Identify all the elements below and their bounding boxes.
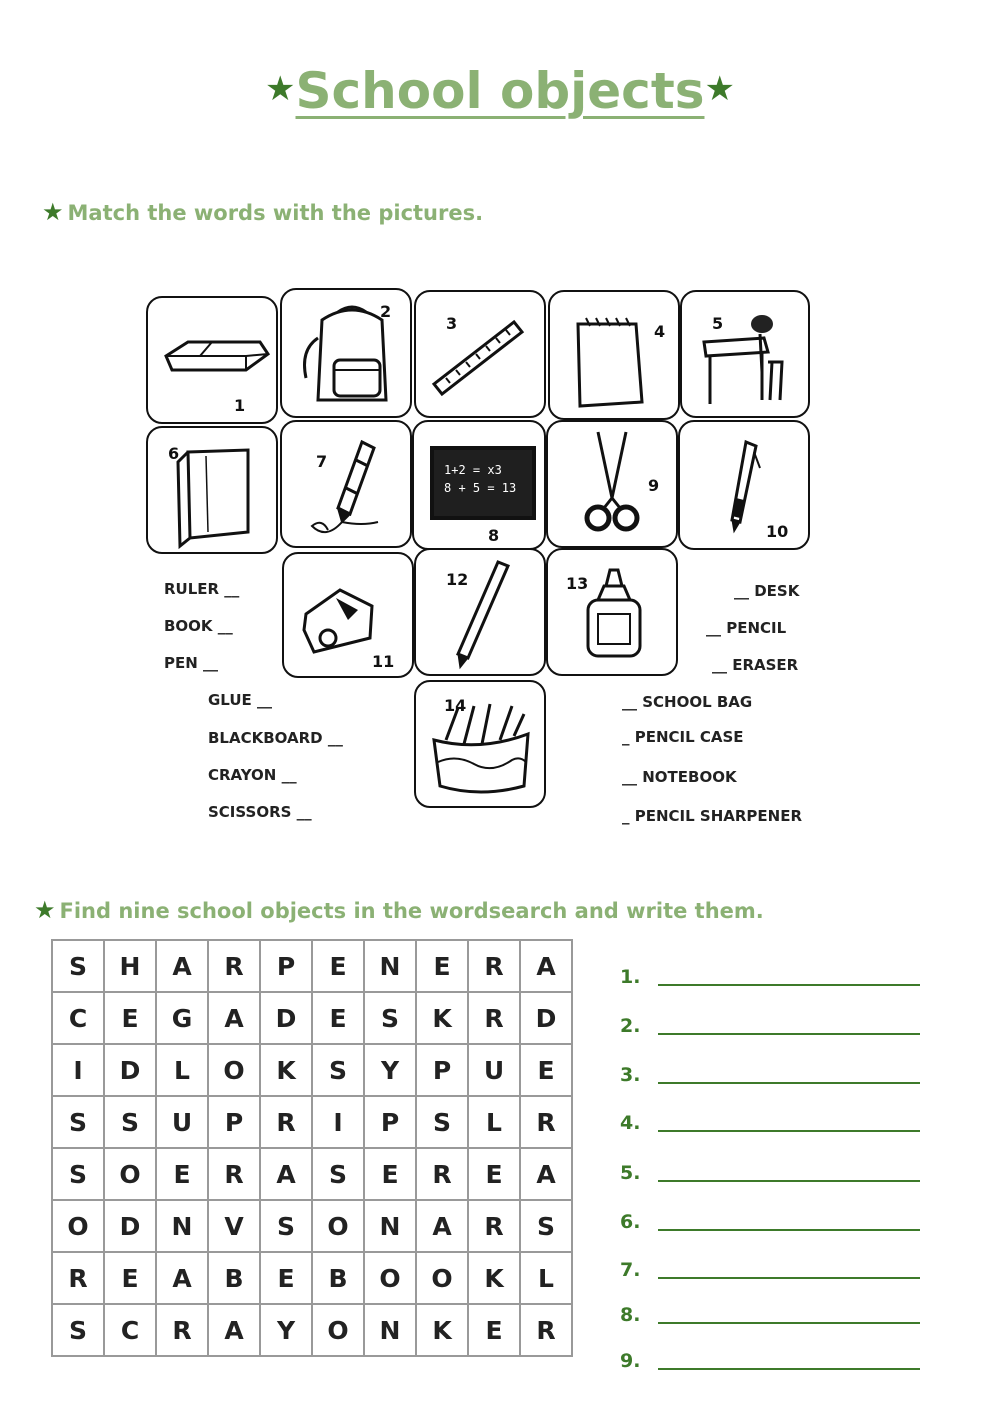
crayon-icon	[282, 422, 412, 548]
find-instruction	[34, 896, 764, 924]
answer-number: 8.	[620, 1304, 641, 1326]
answer-line	[620, 1048, 920, 1088]
wordsearch-cell[interactable]: B	[208, 1252, 260, 1304]
wordsearch-cell[interactable]: U	[156, 1096, 208, 1148]
tile-book	[146, 426, 278, 554]
tile-pencil-case	[414, 680, 546, 808]
tile-number: 2	[380, 302, 392, 321]
wordsearch-cell[interactable]: A	[208, 1304, 260, 1356]
wordsearch-cell[interactable]: S	[416, 1096, 468, 1148]
answer-blank[interactable]	[658, 1130, 920, 1132]
word-eraser: __ ERASER	[712, 656, 799, 674]
wordsearch-cell[interactable]: O	[104, 1148, 156, 1200]
wordsearch-cell[interactable]: K	[260, 1044, 312, 1096]
wordsearch-cell[interactable]: A	[208, 992, 260, 1044]
tile-crayon	[280, 420, 412, 548]
tile-pen	[678, 420, 810, 550]
answer-line	[620, 1334, 920, 1374]
tile-number: 12	[446, 570, 469, 589]
wordsearch-cell[interactable]: G	[156, 992, 208, 1044]
wordsearch-cell[interactable]: B	[312, 1252, 364, 1304]
tile-number: 7	[316, 452, 328, 471]
word-pen: PEN __	[164, 654, 219, 672]
wordsearch-cell[interactable]: O	[312, 1304, 364, 1356]
wordsearch-cell[interactable]: R	[520, 1304, 572, 1356]
word-school-bag: __ SCHOOL BAG	[622, 693, 753, 711]
tile-number: 13	[566, 574, 589, 593]
school-bag-icon	[282, 290, 412, 418]
wordsearch-cell[interactable]: N	[364, 1200, 416, 1252]
ruler-icon	[416, 292, 546, 418]
wordsearch-cell[interactable]: D	[520, 992, 572, 1044]
wordsearch-cell[interactable]: I	[52, 1044, 104, 1096]
answer-line	[620, 950, 920, 990]
answer-blank[interactable]	[658, 1322, 920, 1324]
wordsearch-cell[interactable]: K	[416, 1304, 468, 1356]
tile-eraser	[146, 296, 278, 424]
wordsearch-cell[interactable]: E	[468, 1148, 520, 1200]
wordsearch-row	[52, 940, 572, 992]
wordsearch-row	[52, 1044, 572, 1096]
wordsearch-row	[52, 1304, 572, 1356]
tile-blackboard	[412, 420, 546, 550]
answer-blank[interactable]	[658, 1368, 920, 1370]
wordsearch-cell[interactable]: D	[104, 1200, 156, 1252]
match-instruction	[42, 198, 483, 226]
answer-line	[620, 999, 920, 1039]
wordsearch-grid	[51, 939, 573, 1357]
word-book: BOOK __	[164, 617, 233, 635]
find-instruction-text: Find nine school objects in the wordsearch and write them.	[59, 899, 764, 923]
wordsearch-cell[interactable]: P	[364, 1096, 416, 1148]
answer-number: 1.	[620, 966, 641, 988]
wordsearch-cell[interactable]: A	[156, 1252, 208, 1304]
wordsearch-cell[interactable]: O	[364, 1252, 416, 1304]
wordsearch-cell[interactable]: D	[104, 1044, 156, 1096]
wordsearch-cell[interactable]: U	[468, 1044, 520, 1096]
wordsearch-cell[interactable]: S	[520, 1200, 572, 1252]
tile-number: 4	[654, 322, 666, 341]
wordsearch-cell[interactable]: L	[156, 1044, 208, 1096]
star-icon: ★	[704, 69, 735, 109]
answer-number: 9.	[620, 1350, 641, 1372]
wordsearch-cell[interactable]: E	[364, 1148, 416, 1200]
tile-pencil	[414, 548, 546, 676]
tile-number: 3	[446, 314, 458, 333]
answer-line	[620, 1146, 920, 1186]
tile-desk	[680, 290, 810, 418]
tile-scissors	[546, 420, 678, 548]
wordsearch-cell[interactable]: S	[52, 940, 104, 992]
wordsearch-cell[interactable]: R	[468, 940, 520, 992]
wordsearch-cell[interactable]: S	[104, 1096, 156, 1148]
wordsearch-cell[interactable]: N	[364, 1304, 416, 1356]
wordsearch-cell[interactable]: O	[312, 1200, 364, 1252]
wordsearch-row	[52, 1096, 572, 1148]
answer-number: 5.	[620, 1162, 641, 1184]
wordsearch-cell[interactable]: S	[312, 1148, 364, 1200]
wordsearch-cell[interactable]: R	[468, 1200, 520, 1252]
tile-number: 8	[488, 526, 500, 545]
answer-blank[interactable]	[658, 984, 920, 986]
answer-blank[interactable]	[658, 1082, 920, 1084]
wordsearch-cell[interactable]: R	[520, 1096, 572, 1148]
wordsearch-cell[interactable]: R	[260, 1096, 312, 1148]
wordsearch-cell[interactable]: R	[52, 1252, 104, 1304]
desk-icon	[682, 292, 810, 418]
tile-pencil-sharpener	[282, 552, 414, 678]
answer-blank[interactable]	[658, 1180, 920, 1182]
answer-number: 4.	[620, 1112, 641, 1134]
wordsearch-cell[interactable]: E	[260, 1252, 312, 1304]
answer-blank[interactable]	[658, 1033, 920, 1035]
pencil-icon	[416, 550, 546, 676]
wordsearch-row	[52, 1200, 572, 1252]
tile-school-bag	[280, 288, 412, 418]
blackboard-line: 1+2 = x3	[444, 463, 502, 477]
wordsearch-cell[interactable]: S	[52, 1304, 104, 1356]
wordsearch-cell[interactable]: R	[468, 992, 520, 1044]
tile-notebook	[548, 290, 680, 420]
answer-line	[620, 1288, 920, 1328]
answer-line	[620, 1096, 920, 1136]
wordsearch-cell[interactable]: R	[208, 940, 260, 992]
wordsearch-cell[interactable]: E	[416, 940, 468, 992]
tile-ruler	[414, 290, 546, 418]
wordsearch-cell[interactable]: K	[416, 992, 468, 1044]
wordsearch-cell[interactable]: E	[104, 1252, 156, 1304]
wordsearch-cell[interactable]: V	[208, 1200, 260, 1252]
pencil-case-icon	[416, 682, 546, 808]
glue-icon	[548, 550, 678, 676]
wordsearch-cell[interactable]: A	[156, 940, 208, 992]
answer-blank[interactable]	[658, 1277, 920, 1279]
wordsearch-row	[52, 1148, 572, 1200]
word-notebook: __ NOTEBOOK	[622, 768, 737, 786]
wordsearch-cell[interactable]: S	[312, 1044, 364, 1096]
eraser-icon	[148, 298, 278, 424]
tile-number: 10	[766, 522, 789, 541]
star-icon: ★	[34, 896, 56, 924]
word-ruler: RULER __	[164, 580, 240, 598]
wordsearch-cell[interactable]: E	[312, 992, 364, 1044]
answer-line	[620, 1243, 920, 1283]
wordsearch-row	[52, 992, 572, 1044]
wordsearch-cell[interactable]: S	[364, 992, 416, 1044]
wordsearch-cell[interactable]: C	[104, 1304, 156, 1356]
wordsearch-cell[interactable]: R	[416, 1148, 468, 1200]
tile-number: 14	[444, 696, 467, 715]
wordsearch-cell[interactable]: O	[208, 1044, 260, 1096]
star-icon: ★	[42, 198, 64, 226]
wordsearch-cell[interactable]: E	[104, 992, 156, 1044]
word-scissors: SCISSORS __	[208, 803, 312, 821]
tile-number: 1	[234, 396, 246, 415]
wordsearch-cell[interactable]: A	[260, 1148, 312, 1200]
answer-number: 6.	[620, 1211, 641, 1233]
wordsearch-cell[interactable]: L	[468, 1096, 520, 1148]
word-pencil: __ PENCIL	[706, 619, 787, 637]
wordsearch-cell[interactable]: E	[520, 1044, 572, 1096]
blackboard-icon	[414, 422, 546, 550]
wordsearch-cell[interactable]: I	[312, 1096, 364, 1148]
wordsearch-cell[interactable]: N	[156, 1200, 208, 1252]
answer-line	[620, 1195, 920, 1235]
wordsearch-cell[interactable]: L	[520, 1252, 572, 1304]
wordsearch-cell[interactable]: Y	[364, 1044, 416, 1096]
title-text: School objects	[295, 62, 705, 120]
star-icon: ★	[265, 69, 296, 109]
wordsearch-cell[interactable]: C	[52, 992, 104, 1044]
tile-number: 6	[168, 444, 180, 463]
blackboard-line: 8 + 5 = 13	[444, 481, 517, 495]
wordsearch-cell[interactable]: E	[468, 1304, 520, 1356]
wordsearch-cell[interactable]: R	[156, 1304, 208, 1356]
wordsearch-cell[interactable]: H	[104, 940, 156, 992]
wordsearch-cell[interactable]: Y	[260, 1304, 312, 1356]
answer-number: 7.	[620, 1259, 641, 1281]
wordsearch-cell[interactable]: P	[208, 1096, 260, 1148]
answer-blank[interactable]	[658, 1229, 920, 1231]
word-blackboard: BLACKBOARD __	[208, 729, 343, 747]
page-title	[0, 62, 1000, 120]
wordsearch-cell[interactable]: S	[52, 1096, 104, 1148]
wordsearch-cell[interactable]: O	[416, 1252, 468, 1304]
pen-icon	[680, 422, 810, 550]
notebook-icon	[550, 292, 680, 420]
match-instruction-text: Match the words with the pictures.	[67, 201, 484, 225]
wordsearch-cell[interactable]: O	[52, 1200, 104, 1252]
wordsearch-cell[interactable]: P	[416, 1044, 468, 1096]
wordsearch-cell[interactable]: P	[260, 940, 312, 992]
answer-number: 2.	[620, 1015, 641, 1037]
word-pencil-case: _ PENCIL CASE	[622, 728, 744, 746]
tile-number: 11	[372, 652, 395, 671]
wordsearch-cell[interactable]: S	[260, 1200, 312, 1252]
wordsearch-cell[interactable]: R	[208, 1148, 260, 1200]
wordsearch-cell[interactable]: K	[468, 1252, 520, 1304]
tile-glue	[546, 548, 678, 676]
wordsearch-cell[interactable]: A	[520, 940, 572, 992]
word-pencil-sharpener: _ PENCIL SHARPENER	[622, 807, 802, 825]
wordsearch-cell[interactable]: D	[260, 992, 312, 1044]
wordsearch-cell[interactable]: A	[416, 1200, 468, 1252]
wordsearch-row	[52, 1252, 572, 1304]
tile-number: 9	[648, 476, 660, 495]
word-glue: GLUE __	[208, 691, 272, 709]
wordsearch-cell[interactable]: A	[520, 1148, 572, 1200]
pencil-sharpener-icon	[284, 554, 414, 678]
wordsearch-cell[interactable]: N	[364, 940, 416, 992]
wordsearch-cell[interactable]: E	[156, 1148, 208, 1200]
word-desk: __ DESK	[734, 582, 800, 600]
tile-number: 5	[712, 314, 724, 333]
word-crayon: CRAYON __	[208, 766, 297, 784]
wordsearch-cell[interactable]: E	[312, 940, 364, 992]
answer-number: 3.	[620, 1064, 641, 1086]
wordsearch-cell[interactable]: S	[52, 1148, 104, 1200]
